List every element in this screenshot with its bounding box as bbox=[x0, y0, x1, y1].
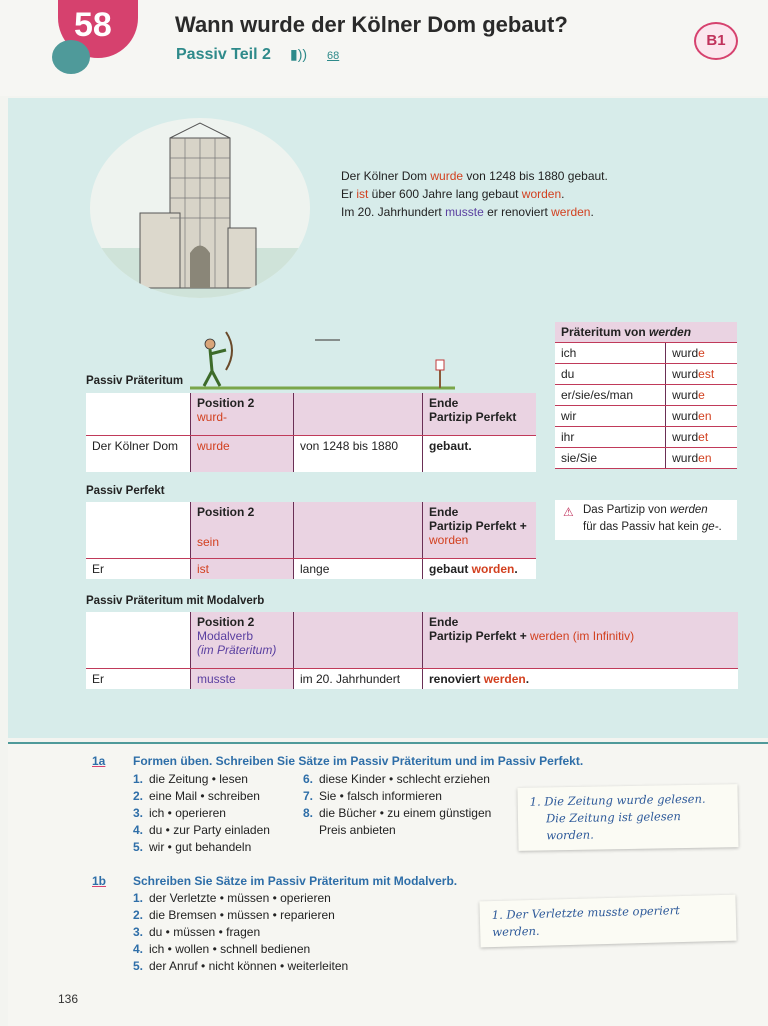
list-item: 2. eine Mail • schreiben bbox=[133, 789, 260, 803]
exercise-id: 1b bbox=[92, 874, 107, 888]
end-header: Ende Partizip Perfekt + worden bbox=[423, 502, 537, 559]
list-item: 7. Sie • falsch informieren bbox=[303, 789, 442, 803]
list-item: 6. diese Kinder • schlecht erziehen bbox=[303, 772, 490, 786]
list-item: 2. die Bremsen • müssen • reparieren bbox=[133, 908, 335, 922]
verb-form: wurden bbox=[666, 406, 737, 427]
list-item: 4. ich • wollen • schnell bedienen bbox=[133, 942, 311, 956]
pronoun: er/sie/es/man bbox=[555, 385, 666, 406]
table-row bbox=[555, 364, 737, 385]
intro-line: Der Kölner Dom wurde von 1248 bis 1880 gebaut. bbox=[341, 169, 608, 183]
list-item: Preis anbieten bbox=[319, 823, 396, 837]
verb-cell: musste bbox=[191, 669, 294, 690]
section-label: Passiv Präteritum mit Modalverb bbox=[86, 595, 265, 607]
verb-cell: wurde bbox=[191, 436, 294, 473]
list-item: 8. die Bücher • zu einem günstigen bbox=[303, 806, 492, 820]
table-row bbox=[86, 559, 536, 580]
speaker-icon: ▮)) bbox=[290, 46, 308, 62]
pronoun: ihr bbox=[555, 427, 666, 448]
list-item: 1. die Zeitung • lesen bbox=[133, 772, 248, 786]
list-item: 5. der Anruf • nicht können • weiterleiten bbox=[133, 959, 349, 973]
middle-cell: im 20. Jahrhundert bbox=[294, 669, 423, 690]
list-item: 1. der Verletzte • müssen • operieren bbox=[133, 891, 331, 905]
list-item: 5. wir • gut behandeln bbox=[133, 840, 252, 854]
exercise-items bbox=[133, 890, 348, 975]
table-row bbox=[555, 343, 737, 364]
table-header-row bbox=[86, 502, 536, 559]
section-label: Passiv Präteritum bbox=[86, 375, 184, 387]
praeteritum-werden-table bbox=[555, 322, 737, 469]
end-header: Ende Partizip Perfekt + werden (im Infinitiv) bbox=[423, 612, 739, 669]
verb-form: wurdet bbox=[666, 427, 737, 448]
chapter-badge-accent bbox=[52, 40, 90, 74]
subject-cell: Er bbox=[86, 559, 191, 580]
middle-cell: lange bbox=[294, 559, 423, 580]
list-item: 4. du • zur Party einladen bbox=[133, 823, 270, 837]
exercise-title: Formen üben. Schreiben Sie Sätze im Passiv Präteritum und im Passiv Perfekt. bbox=[133, 754, 584, 768]
subject-cell: Der Kölner Dom bbox=[86, 436, 191, 473]
end-cell: gebaut worden. bbox=[423, 559, 537, 580]
table-row bbox=[555, 448, 737, 469]
table-header-row bbox=[86, 612, 738, 669]
list-item: 3. ich • operieren bbox=[133, 806, 226, 820]
exercise-items bbox=[303, 771, 491, 839]
table-header: Präteritum von werden bbox=[555, 322, 737, 343]
end-cell: gebaut. bbox=[423, 436, 537, 473]
table-row bbox=[555, 406, 737, 427]
intro-line: Im 20. Jahrhundert musste er renoviert werden. bbox=[341, 205, 594, 219]
end-cell: renoviert werden. bbox=[423, 669, 739, 690]
sample-answer-card: 1. Der Verletzte musste operiert werden. bbox=[479, 895, 736, 948]
list-item: 3. du • müssen • fragen bbox=[133, 925, 261, 939]
table-header-row bbox=[555, 322, 737, 343]
passiv-perfekt-table bbox=[86, 502, 536, 579]
table-header-row bbox=[86, 393, 536, 436]
middle-cell: von 1248 bis 1880 bbox=[294, 436, 423, 473]
pronoun: sie/Sie bbox=[555, 448, 666, 469]
page-subtitle: Passiv Teil 2 bbox=[176, 46, 271, 63]
table-row bbox=[555, 427, 737, 448]
verb-form: wurdest bbox=[666, 364, 737, 385]
end-header: Ende Partizip Perfekt bbox=[423, 393, 537, 436]
verb-form: wurde bbox=[666, 385, 737, 406]
intro-text bbox=[341, 167, 608, 221]
archer-illustration bbox=[190, 326, 460, 392]
table-row bbox=[555, 385, 737, 406]
page-title: Wann wurde der Kölner Dom gebaut? bbox=[175, 12, 568, 37]
passiv-praeteritum-table bbox=[86, 393, 536, 472]
passiv-modalverb-table bbox=[86, 612, 738, 689]
exercise-id: 1a bbox=[92, 754, 106, 768]
section-label: Passiv Perfekt bbox=[86, 485, 165, 497]
page-number: 136 bbox=[58, 992, 79, 1006]
verb-form: wurde bbox=[666, 343, 737, 364]
exercise-items bbox=[133, 771, 270, 856]
table-row bbox=[86, 436, 536, 473]
verb-cell: ist bbox=[191, 559, 294, 580]
audio-track-number: 68 bbox=[327, 50, 340, 62]
pronoun: wir bbox=[555, 406, 666, 427]
cathedral-illustration bbox=[90, 118, 310, 298]
pronoun: ich bbox=[555, 343, 666, 364]
position2-header: Position 2 sein bbox=[191, 502, 294, 559]
pronoun: du bbox=[555, 364, 666, 385]
intro-line: Er ist über 600 Jahre lang gebaut worden. bbox=[341, 187, 565, 201]
position2-header: Position 2 wurd- bbox=[191, 393, 294, 436]
warning-icon: ⚠ bbox=[563, 505, 574, 519]
position2-header: Position 2 Modalverb (im Präteritum) bbox=[191, 612, 294, 669]
exercise-title: Schreiben Sie Sätze im Passiv Präteritum mit Modalverb. bbox=[133, 874, 458, 888]
grammar-note: ⚠ Das Partizip von werden für das Passiv hat kein ge-. bbox=[555, 500, 737, 540]
sample-answer-card: 1. Die Zeitung wurde gelesen. Die Zeitung ist gelesen worden. bbox=[517, 784, 738, 851]
verb-form: wurden bbox=[666, 448, 737, 469]
chapter-number: 58 bbox=[74, 6, 112, 44]
level-badge: B1 bbox=[694, 22, 738, 60]
table-row bbox=[86, 669, 738, 690]
subject-cell: Er bbox=[86, 669, 191, 690]
